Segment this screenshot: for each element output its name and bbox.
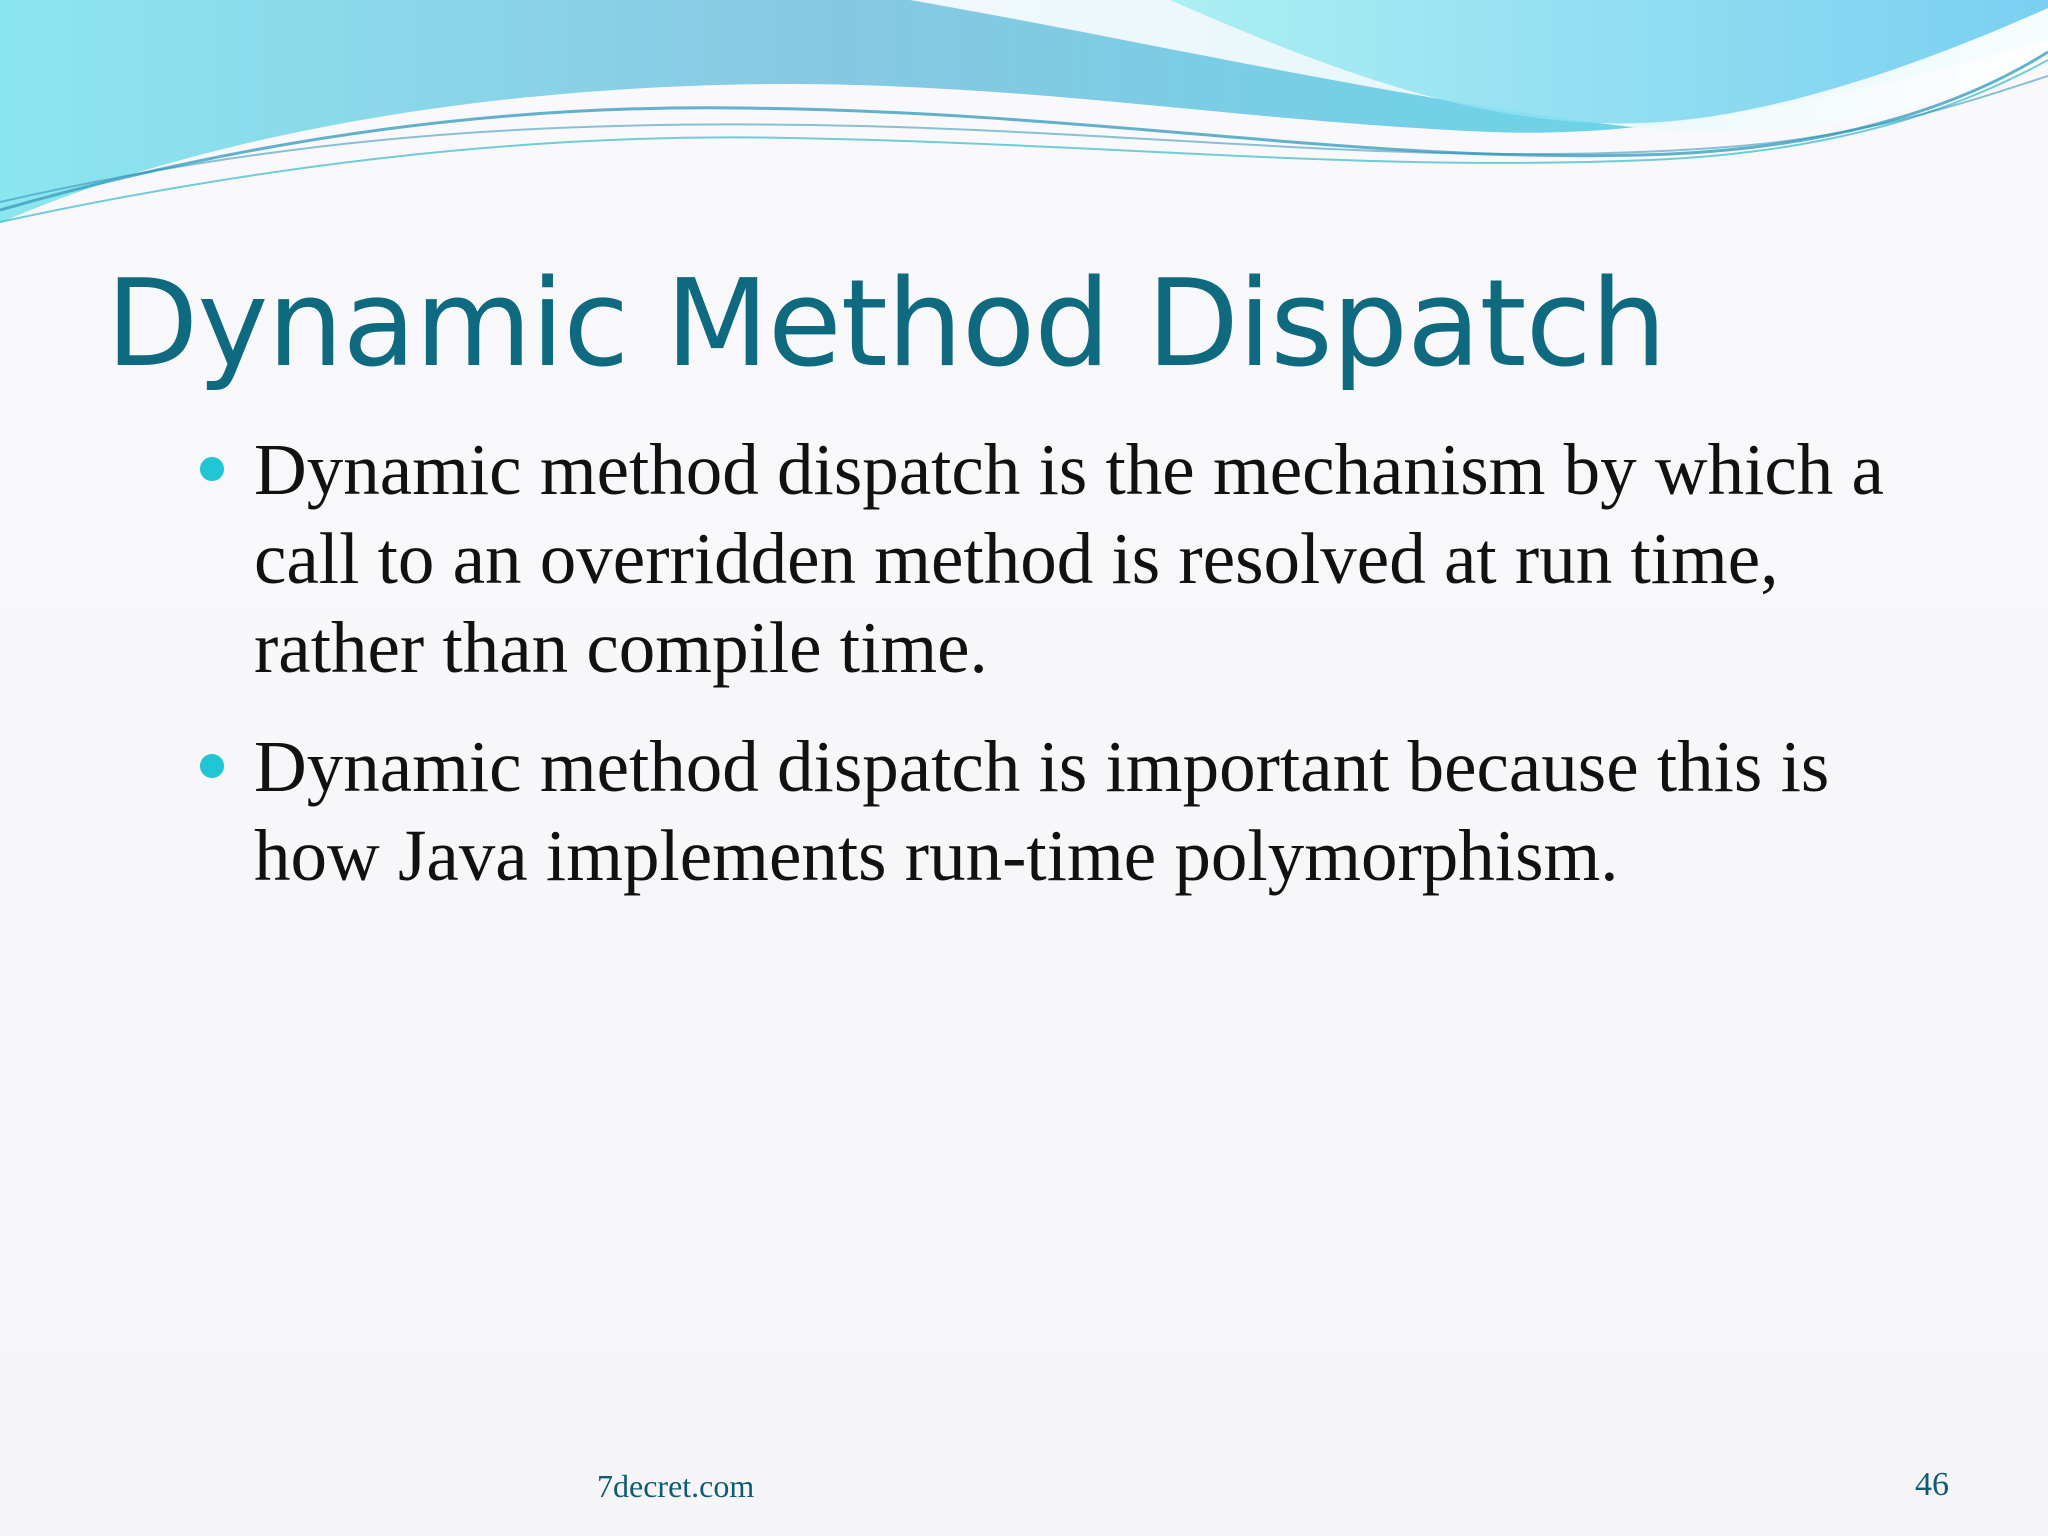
- slide-title: Dynamic Method Dispatch: [106, 255, 1666, 394]
- page-number: 46: [1915, 1466, 1949, 1503]
- bullet-dot-icon: [200, 457, 224, 481]
- bullet-dot-icon: [200, 754, 224, 778]
- header-wave-decoration: [0, 0, 2048, 240]
- bullet-text-2: Dynamic method dispatch is important because this is how Java implements run-time polymorphism.: [254, 726, 1830, 896]
- bullet-item-2: [196, 722, 1896, 900]
- bullet-text-1: Dynamic method dispatch is the mechanism by which a call to an overridden method is resolved at run time, rather than compile time.: [254, 429, 1884, 688]
- bullet-item-1: [196, 425, 1896, 692]
- footer-site: 7decret.com: [597, 1468, 755, 1504]
- bullet-list: [196, 425, 1896, 930]
